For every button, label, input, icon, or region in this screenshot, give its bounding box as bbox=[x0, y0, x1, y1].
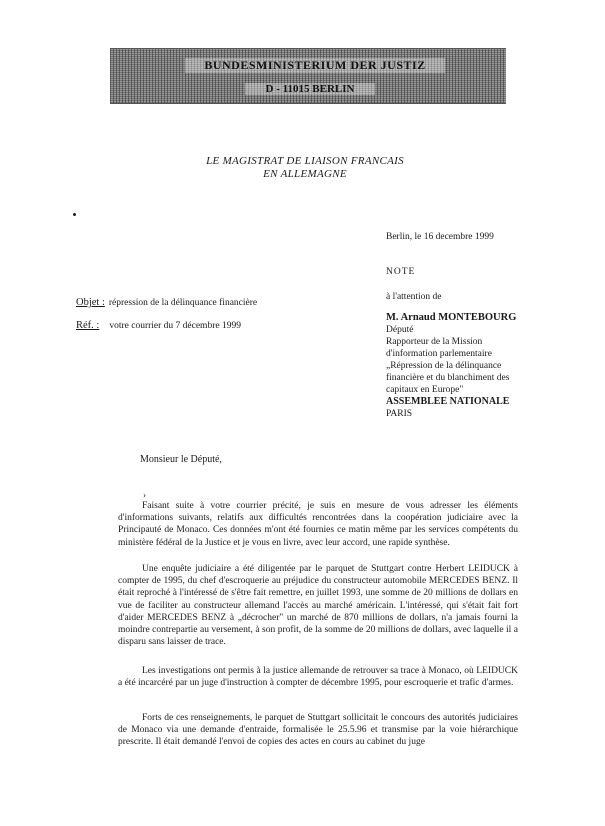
letterhead-city: D - 11015 BERLIN bbox=[245, 83, 375, 95]
recipient-block bbox=[386, 312, 536, 420]
letterhead-band bbox=[110, 48, 506, 104]
date-place: Berlin, le 16 decembre 1999 bbox=[386, 232, 494, 242]
attention-line: à l'attention de bbox=[386, 292, 442, 302]
note-label: NOTE bbox=[386, 267, 416, 277]
paragraph-1: Faisant suite à votre courrier précité, je suis en mesure de vous adresser les éléments d'informations suivants, relatifs aux difficultés rencontrées dans la coopération judiciaire avec la Principauté de Monaco. Ces données m'ont été fournies ce matin même par les services compétents du ministère fédéral de la Justice et je vous en livre, avec leur accord, une rapide synthèse. bbox=[118, 501, 518, 548]
ref-row bbox=[76, 315, 241, 333]
document-title-line1: LE MAGISTRAT DE LIAISON FRANCAIS bbox=[206, 155, 404, 167]
objet-row bbox=[76, 292, 257, 310]
recipient-city: PARIS bbox=[386, 409, 413, 419]
recipient-assembly: ASSEMBLEE NATIONALE bbox=[386, 396, 510, 407]
recipient-line: capitaux en Europe" bbox=[386, 385, 464, 395]
objet-label: Objet : bbox=[76, 297, 105, 308]
recipient-title: Député bbox=[386, 325, 414, 335]
paragraph-4: Forts de ces renseignements, le parquet de Stuttgart sollicitait le concours des autorités judiciaires de Monaco via une demande d'entraide, formalisée le 25.5.96 et transmise par la voie hiérarchique prescrite. Il était demandé l'envoi de copies des actes en cours au cabinet du juge bbox=[118, 713, 518, 748]
ref-text: votre courrier du 7 décembre 1999 bbox=[109, 321, 241, 331]
scan-dot bbox=[73, 213, 76, 216]
paragraph-2: Une enquête judiciaire a été diligentée par le parquet de Stuttgart contre Herbert LEIDUCK à compter de 1995, du chef d'escroquerie au préjudice du constructeur automobile MERCEDES BENZ. Il était reproché à l'intéressé de s'être fait remettre, en juillet 1993, une somme de 20 millions de dollars en vue de faciliter au constructeur allemand l'accès au marché américain. L'intéressé, qui s'était fait fort d'aider MERCEDES BENZ à „décrocher" un marché de 870 millions de dollars, n'a jamais fourni la moindre contrepartie au versement, à son profit, de la somme de 20 millions de dollars, avec laquelle il a disparu sans laisser de trace. bbox=[118, 564, 518, 648]
recipient-line: Rapporteur de la Mission bbox=[386, 337, 483, 347]
recipient-line: „Répression de la délinquance bbox=[386, 361, 502, 371]
recipient-line: financière et du blanchiment des bbox=[386, 373, 510, 383]
objet-text: répression de la délinquance financière bbox=[108, 298, 258, 308]
recipient-name: M. Arnaud MONTEBOURG bbox=[386, 312, 517, 323]
recipient-line: d'information parlementaire bbox=[386, 349, 492, 359]
salutation: Monsieur le Député, bbox=[140, 454, 222, 465]
letterhead-ministry: BUNDESMINISTERIUM DER JUSTIZ bbox=[185, 58, 445, 73]
ref-label: Réf. : bbox=[76, 320, 100, 331]
scan-mark: › bbox=[143, 490, 146, 500]
document-title-line2: EN ALLEMAGNE bbox=[263, 168, 347, 180]
paragraph-3: Les investigations ont permis à la justice allemande de retrouver sa trace à Monaco, où LEIDUCK a été incarcéré par un juge d'instruction à compter de décembre 1995, pour escroquerie et trafic d'armes. bbox=[118, 666, 518, 689]
